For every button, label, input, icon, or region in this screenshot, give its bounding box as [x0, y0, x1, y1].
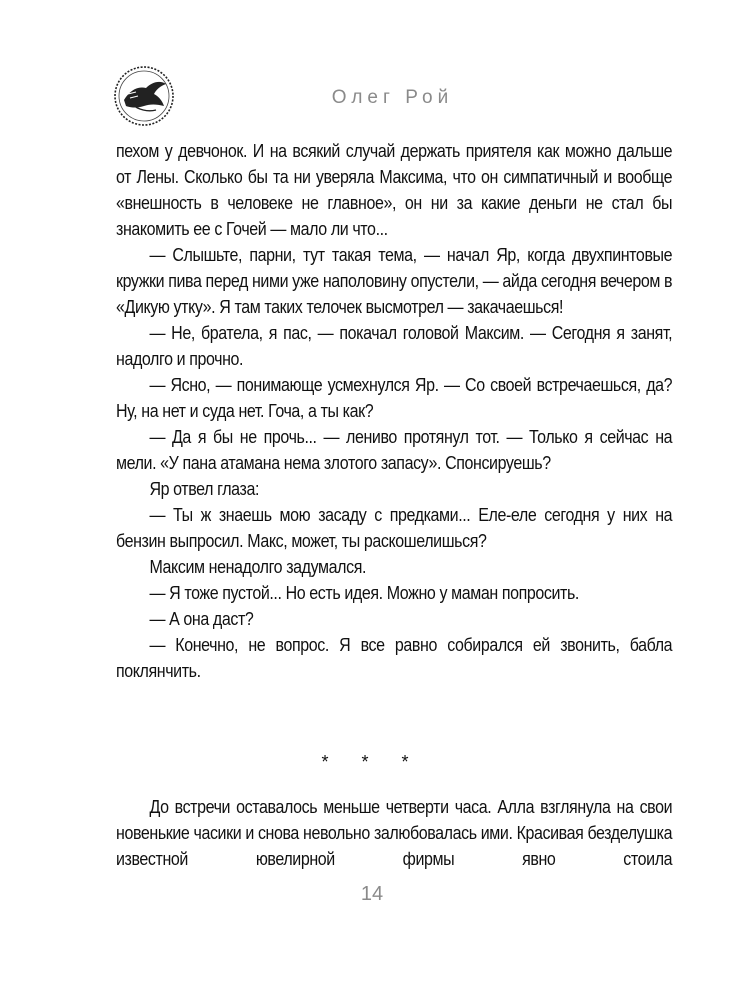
paragraph: Яр отвел глаза: [149, 479, 259, 499]
running-head-author: Олег Рой [331, 87, 454, 108]
paragraph: — А она даст? [149, 609, 254, 629]
main-text-continued [116, 794, 673, 872]
paragraph: — Не, братела, я пас, — покачал головой Максим. — Сегодня я занят, надолго и прочно. [116, 323, 673, 369]
paragraph: — Ясно, — понимающе усмехнулся Яр. — Со своей встречаешься, да? Ну, на нет и суда нет. Гоча, а ты как? [116, 375, 673, 421]
main-text [116, 138, 673, 684]
paragraph: — Слышьте, парни, тут такая тема, — начал Яр, когда двухпинтовые кружки пива перед ними уже наполовину опустели, — айда сегодня вечером в «Дикую утку». Я там таких телочек высмотрел — закачаешься! [116, 245, 673, 317]
publisher-logo [112, 64, 176, 128]
page-number: 14 [360, 883, 384, 905]
paragraph: Максим ненадолго задумался. [149, 557, 367, 577]
section-separator: * * * [321, 752, 423, 772]
paragraph: — Ты ж знаешь мою засаду с предками... Еле-еле сегодня у них на бензин выпросил. Макс, может, ты раскошелишься? [116, 505, 673, 551]
paragraph: — Да я бы не прочь... — лениво протянул тот. — Только я сейчас на мели. «У пана атамана нема злотого запасу». Спонсируешь? [116, 427, 673, 473]
paragraph: — Конечно, не вопрос. Я все равно собирался ей звонить, бабла поклянчить. [116, 635, 673, 681]
paragraph: пехом у девчонок. И на всякий случай держать приятеля как можно дальше от Лены. Сколько бы та ни уверяла Максима, что он симпатичный и вообще «внешность в человеке не главное», он ни за какие деньги не стал бы знакомить ее с Гочей — мало ли что... [116, 141, 673, 239]
paragraph: — Я тоже пустой... Но есть идея. Можно у маман попросить. [149, 583, 579, 603]
paragraph: До встречи оставалось меньше четверти часа. Алла взглянула на свои новенькие часики и снова невольно залюбовалась ими. Красивая безделушка известной ювелирной фирмы явно стоила [116, 797, 673, 869]
publisher-bird-emblem-icon [112, 64, 176, 128]
